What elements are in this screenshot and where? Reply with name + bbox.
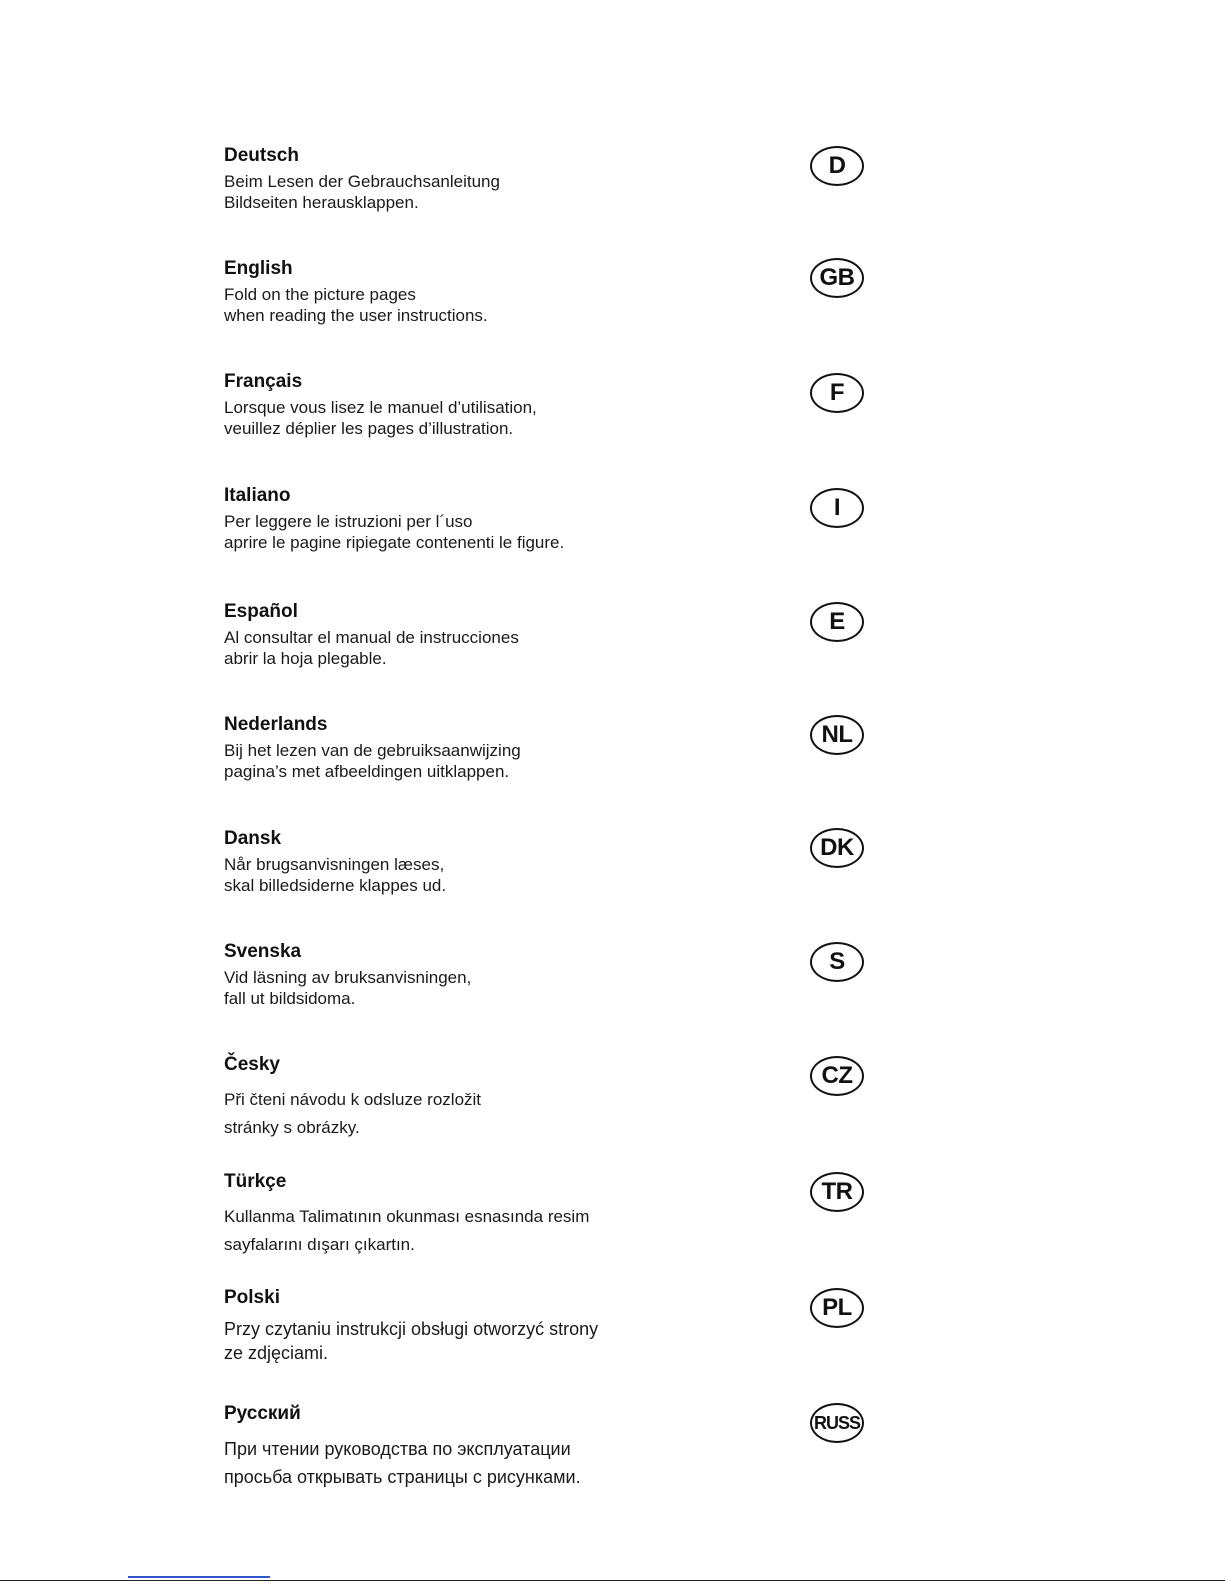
instruction-line: Lorsque vous lisez le manuel d’utilisation, bbox=[224, 398, 537, 417]
instruction-line: Przy czytaniu instrukcji obsługi otworzyć strony bbox=[224, 1319, 599, 1339]
language-entry-polski bbox=[224, 1287, 904, 1365]
language-entry-espanol bbox=[224, 601, 904, 669]
instruction-line: skal billedsiderne klappes ud. bbox=[224, 876, 447, 895]
language-entry-italiano bbox=[224, 485, 904, 553]
country-code-badge: TR bbox=[810, 1172, 864, 1212]
instruction-line: Kullanma Talimatının okunması esnasında resim bbox=[224, 1207, 590, 1226]
instruction-line: Při čteni návodu k odsluze rozložit bbox=[224, 1090, 482, 1109]
instruction-line: Al consultar el manual de instrucciones bbox=[224, 628, 519, 647]
instruction-line: sayfalarını dışarı çıkartın. bbox=[224, 1235, 415, 1254]
instruction-line: Beim Lesen der Gebrauchsanleitung bbox=[224, 172, 500, 191]
instruction-line: fall ut bildsidoma. bbox=[224, 989, 356, 1008]
country-code-badge: RUSS bbox=[810, 1403, 864, 1443]
country-code-badge: NL bbox=[810, 715, 864, 755]
instruction-line: stránky s obrázky. bbox=[224, 1118, 360, 1137]
language-entry-svenska bbox=[224, 941, 904, 1009]
instruction-line: просьба открывать страницы с рисунками. bbox=[224, 1467, 581, 1487]
language-name: Svenska bbox=[224, 941, 302, 962]
instruction-line: when reading the user instructions. bbox=[224, 306, 488, 325]
language-name: English bbox=[224, 258, 293, 279]
language-name: Deutsch bbox=[224, 145, 299, 166]
instruction-line: veuillez déplier les pages d’illustration. bbox=[224, 419, 514, 438]
instruction-line: Når brugsanvisningen læses, bbox=[224, 855, 445, 874]
language-name: Türkçe bbox=[224, 1171, 287, 1192]
instruction-line: Bij het lezen van de gebruiksaanwijzing bbox=[224, 741, 521, 760]
language-entry-dansk bbox=[224, 828, 904, 896]
language-name: Italiano bbox=[224, 485, 291, 506]
language-name: Français bbox=[224, 371, 303, 392]
instruction-line: abrir la hoja plegable. bbox=[224, 649, 387, 668]
language-entry-russkiy bbox=[224, 1403, 904, 1491]
instruction-line: Bildseiten herausklappen. bbox=[224, 193, 419, 212]
country-code-badge: I bbox=[810, 488, 864, 528]
language-entry-english bbox=[224, 258, 904, 326]
country-code-badge: CZ bbox=[810, 1056, 864, 1096]
country-code-badge: F bbox=[810, 373, 864, 413]
country-code-badge: S bbox=[810, 942, 864, 982]
language-name: Česky bbox=[224, 1054, 280, 1075]
language-entry-francais bbox=[224, 371, 904, 439]
instruction-line: Fold on the picture pages bbox=[224, 285, 416, 304]
country-code-badge: GB bbox=[810, 258, 864, 298]
country-code-badge: D bbox=[810, 146, 864, 186]
language-name: Polski bbox=[224, 1287, 280, 1308]
country-code-badge: E bbox=[810, 602, 864, 642]
instruction-line: pagina’s met afbeeldingen uitklappen. bbox=[224, 762, 510, 781]
instruction-line: При чтении руководства по эксплуатации bbox=[224, 1439, 571, 1459]
language-entry-cesky bbox=[224, 1054, 904, 1142]
language-name: Русский bbox=[224, 1403, 301, 1424]
country-code-badge: PL bbox=[810, 1288, 864, 1328]
instruction-line: aprire le pagine ripiegate contenenti le figure. bbox=[224, 533, 565, 552]
instruction-line: ze zdjęciami. bbox=[224, 1343, 329, 1363]
language-name: Español bbox=[224, 601, 298, 622]
language-name: Dansk bbox=[224, 828, 282, 849]
instruction-line: Vid läsning av bruksanvisningen, bbox=[224, 968, 472, 987]
language-name: Nederlands bbox=[224, 714, 328, 735]
language-entry-turkce bbox=[224, 1171, 904, 1259]
instruction-line: Per leggere le istruzioni per l´uso bbox=[224, 512, 473, 531]
country-code-badge: DK bbox=[810, 828, 864, 868]
footer-link-underline bbox=[128, 1576, 270, 1578]
page-bottom-rule bbox=[0, 1580, 1225, 1581]
language-entry-nederlands bbox=[224, 714, 904, 782]
language-entry-deutsch bbox=[224, 145, 904, 213]
